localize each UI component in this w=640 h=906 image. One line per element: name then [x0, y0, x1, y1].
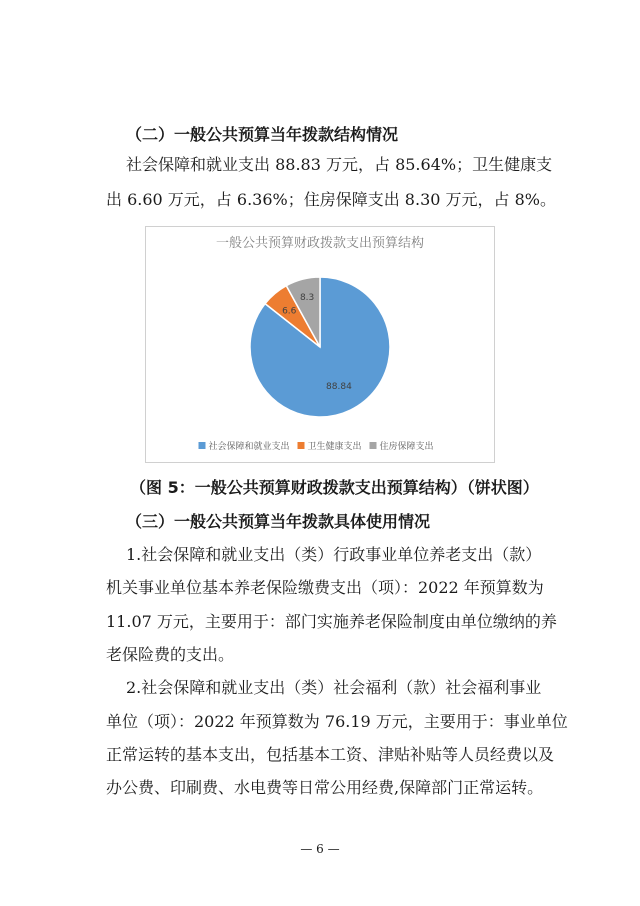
item2-line3: 正常运转的基本支出，包括基本工资、津贴补贴等人员经费以及 [106, 745, 555, 764]
item2-line2: 单位（项）：2022 年预算数为 76.19 万元，主要用于：事业单位 [106, 712, 568, 731]
legend-swatch-1 [199, 442, 206, 449]
pie-chart [145, 226, 495, 463]
legend-label-2: 卫生健康支出 [307, 442, 362, 452]
item2-line4: 办公费、印刷费、水电费等日常公用经费,保障部门正常运转。 [106, 778, 544, 797]
item1-line4: 老保险费的支出。 [106, 645, 235, 664]
legend-label-3: 住房保障支出 [379, 442, 434, 452]
pie-data-label-3: 8.3 [299, 292, 315, 303]
section2-heading: （二）一般公共预算当年拨款结构情况 [126, 125, 399, 144]
page-number: — 6 — [300, 842, 340, 856]
section2-paragraph-line1: 社会保障和就业支出 88.83 万元，占 85.64%；卫生健康支 [126, 155, 553, 174]
legend-swatch-2 [298, 442, 305, 449]
section3-heading: （三）一般公共预算当年拨款具体使用情况 [126, 512, 431, 531]
pie-data-label-1: 88.84 [326, 382, 352, 393]
item1-line3: 11.07 万元，主要用于：部门实施养老保险制度由单位缴纳的养 [106, 612, 557, 631]
chart-title: 一般公共预算财政拨款支出预算结构 [215, 236, 425, 251]
pie-data-label-2: 6.6 [282, 306, 297, 317]
pie-chart-canvas [146, 227, 494, 462]
item1-line1: 1.社会保障和就业支出（类）行政事业单位养老支出（款） [126, 545, 542, 564]
figure-caption: （图 5：一般公共预算财政拨款支出预算结构）（饼状图） [130, 478, 539, 497]
item1-line2: 机关事业单位基本养老保险缴费支出（项）：2022 年预算数为 [106, 578, 544, 597]
legend-label-1: 社会保障和就业支出 [208, 442, 290, 452]
section2-paragraph-line2: 出 6.60 万元，占 6.36%；住房保障支出 8.30 万元，占 8%。 [106, 190, 556, 209]
legend-swatch-3 [370, 442, 377, 449]
item2-line1: 2.社会保障和就业支出（类）社会福利（款）社会福利事业 [126, 678, 542, 697]
